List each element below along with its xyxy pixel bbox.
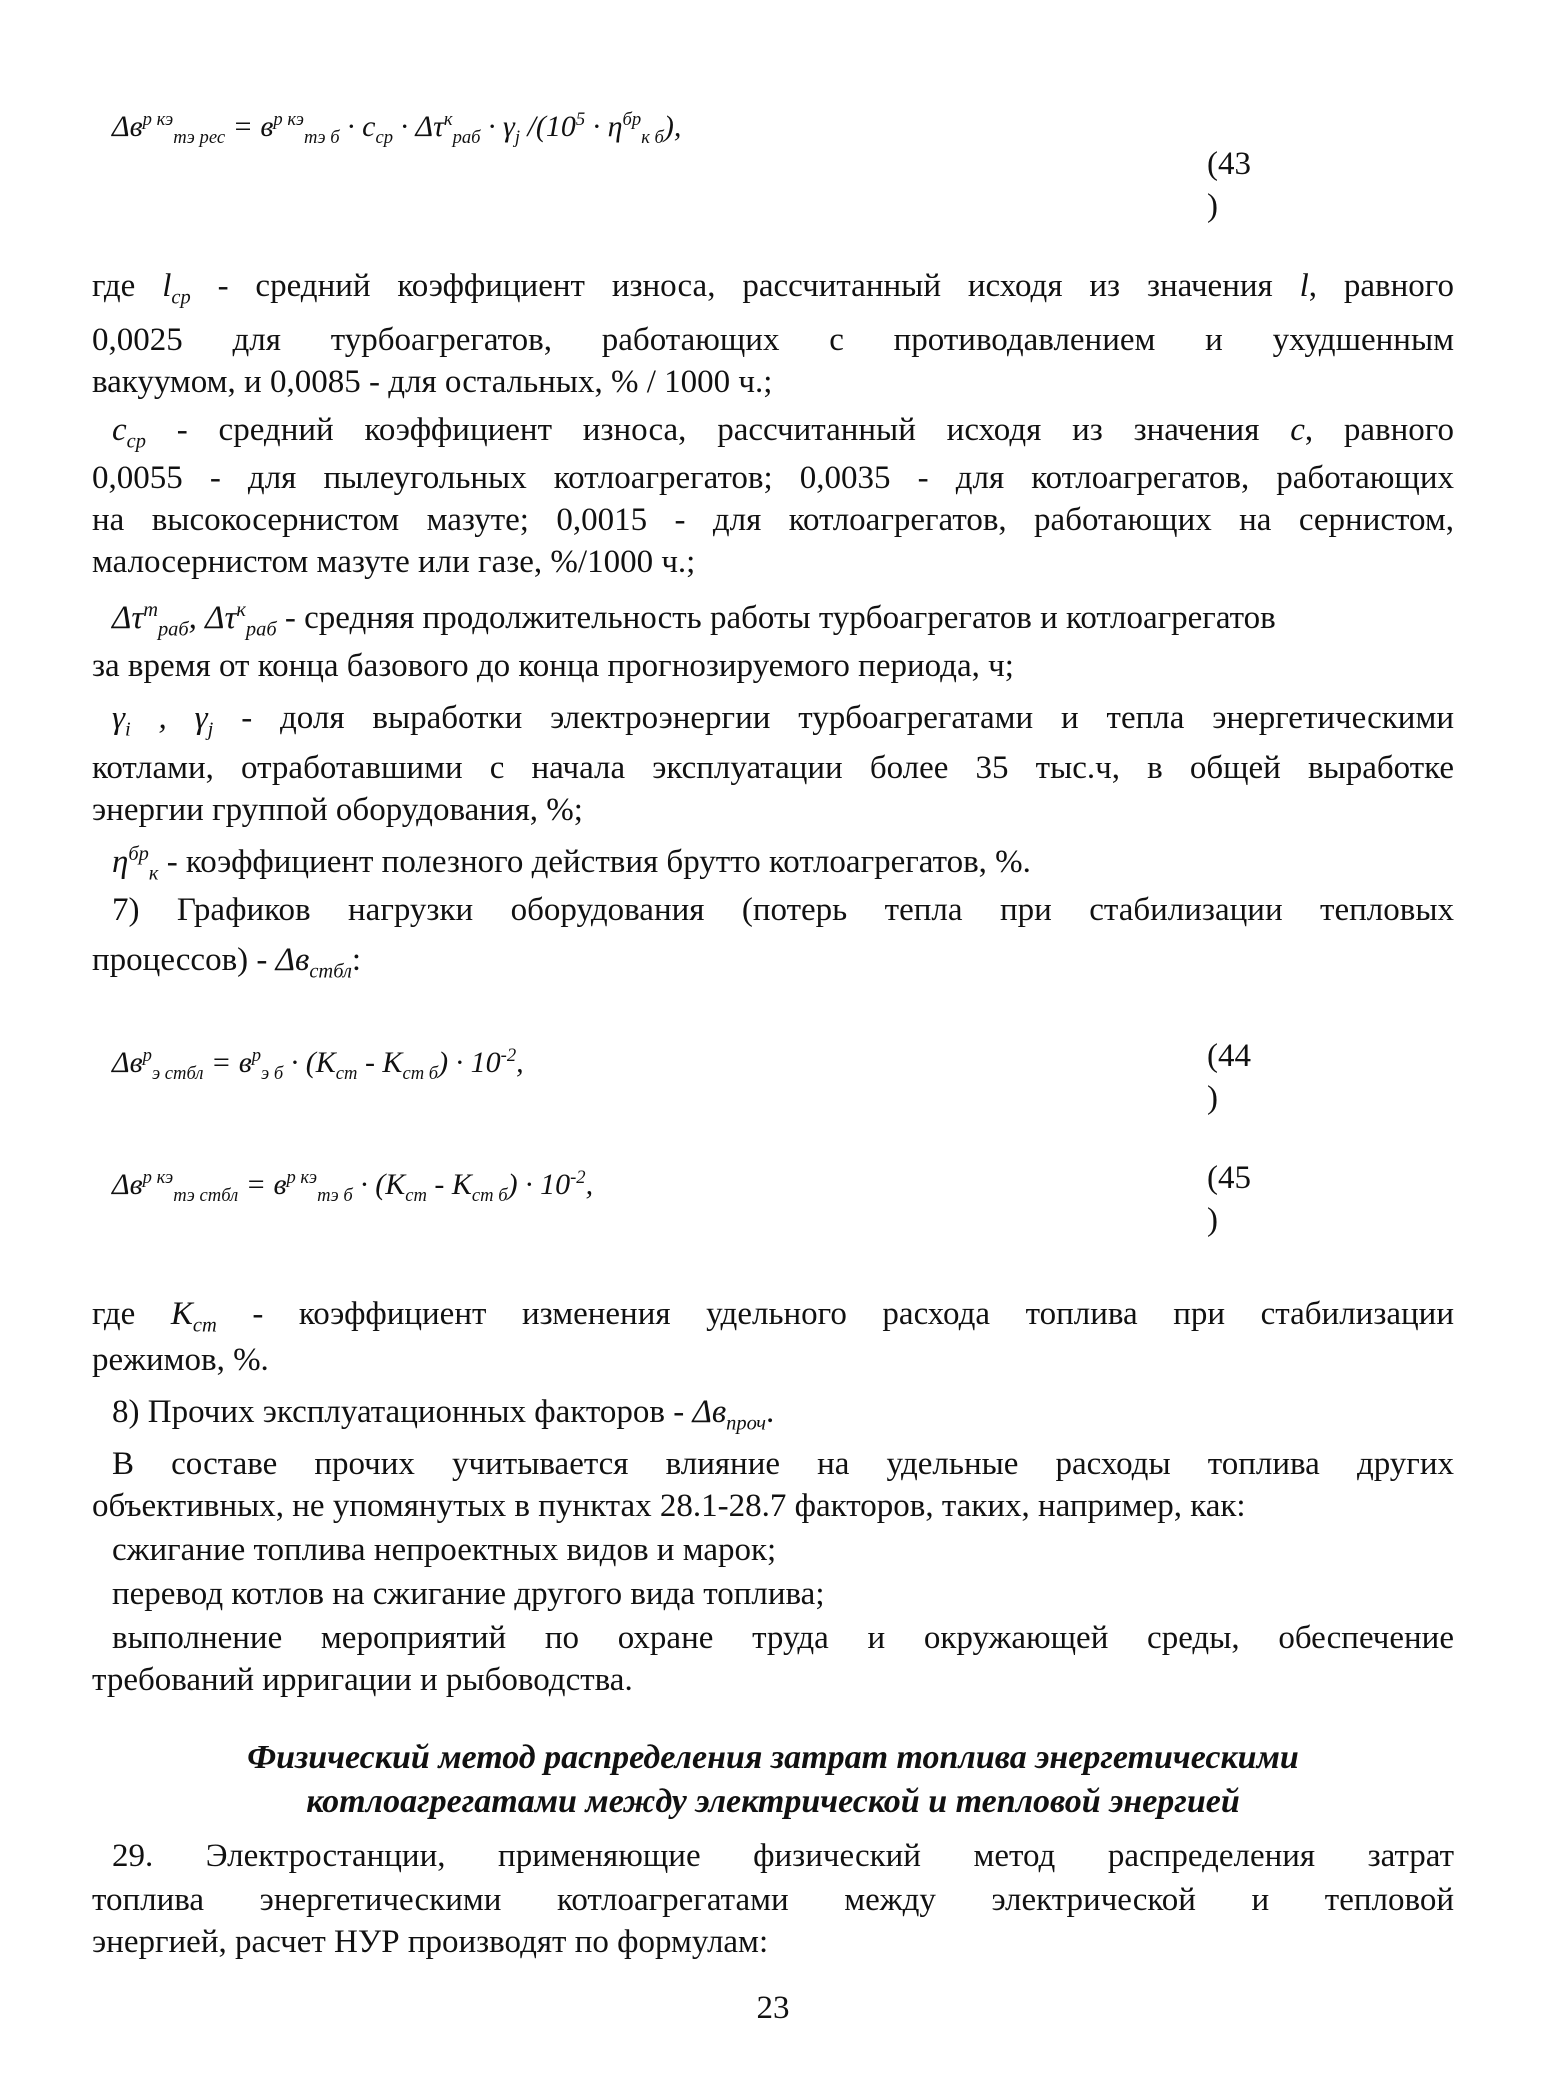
paragraph-29-line-2: топлива энергетическими котлоагрегатами между электрической и тепловой bbox=[92, 1882, 1454, 1918]
formula-43-number-close: ) bbox=[1207, 188, 1218, 224]
paragraph-delta-tau-line-1: $\Delta\tau^т_{раб}$, $\Delta\tau^к_{раб}$ - средняя продолжительность работы турбоагрегатов и котлоагрегатов bbox=[112, 599, 1276, 641]
formula-45: $\Delta в^{р кэ}_{тэ стбл} = в^{р кэ}_{тэ б} \cdot (K_{ст} - K_{ст б}) \cdot 10^{-2}$, bbox=[112, 1167, 594, 1206]
other-factors-line-2: объективных, не упомянутых в пунктах 28.1-28.7 факторов, таких, например, как: bbox=[92, 1488, 1246, 1524]
other-factors-item-3-line-1: выполнение мероприятий по охране труда и окружающей среды, обеспечение bbox=[112, 1620, 1454, 1656]
paragraph-c-cp-line-1: $c_{ср}$ - средний коэффициент износа, рассчитанный исходя из значения c, равного bbox=[112, 412, 1454, 453]
paragraph-l-cp-line-1: где $l_{ср}$ - средний коэффициент износа, рассчитанный исходя из значения l, равного bbox=[92, 268, 1454, 309]
formula-44-number-close: ) bbox=[1207, 1080, 1218, 1116]
formula-43: $\Delta в^{р кэ}_{тэ рес} = в^{р кэ}_{тэ б} \cdot c_{ср} \cdot \Delta\tau^к_{раб} \cdot \gamma_j$ $/(10^5 \cdot \eta^{бр}_{к б})$, bbox=[112, 109, 682, 148]
section-heading-line-1: Физический метод распределения затрат топлива энергетическими bbox=[247, 1739, 1299, 1776]
other-factors-item-2: перевод котлов на сжигание другого вида топлива; bbox=[112, 1576, 825, 1612]
paragraph-k-st-line-1: где $K_{ст}$ - коэффициент изменения удельного расхода топлива при стабилизации bbox=[92, 1296, 1454, 1337]
paragraph-l-cp-line-2: 0,0025 для турбоагрегатов, работающих с противодавлением и ухудшенным bbox=[92, 322, 1454, 358]
paragraph-c-cp-line-2: 0,0055 - для пылеугольных котлоагрегатов; 0,0035 - для котлоагрегатов, работающих bbox=[92, 460, 1454, 496]
item-7-line-2: процессов) - $\Delta в_{стбл}$: bbox=[92, 942, 362, 983]
paragraph-c-cp-line-4: малосернистом мазуте или газе, %/1000 ч.; bbox=[92, 544, 696, 580]
formula-44-number: (44 bbox=[1207, 1038, 1251, 1074]
paragraph-29-line-3: энергией, расчет НУР производят по формулам: bbox=[92, 1924, 769, 1960]
paragraph-29-line-1: 29. Электростанции, применяющие физический метод распределения затрат bbox=[112, 1838, 1454, 1874]
paragraph-gamma-line-1: $\gamma_i$ , $\gamma_j$ - доля выработки электроэнергии турбоагрегатами и тепла энергетическими bbox=[112, 700, 1454, 741]
formula-45-number: (45 bbox=[1207, 1160, 1251, 1196]
paragraph-l-cp-line-3: вакуумом, и 0,0085 - для остальных, % / 1000 ч.; bbox=[92, 364, 773, 400]
paragraph-gamma-line-2: котлами, отработавшими с начала эксплуатации более 35 тыс.ч, в общей выработке bbox=[92, 750, 1454, 786]
formula-44: $\Delta в^р_{э стбл} = в^р_{э б} \cdot (K_{ст} - K_{ст б}) \cdot 10^{-2}$, bbox=[112, 1045, 524, 1084]
paragraph-k-st-line-2: режимов, %. bbox=[92, 1342, 269, 1378]
other-factors-item-1: сжигание топлива непроектных видов и марок; bbox=[112, 1532, 777, 1568]
other-factors-item-3-line-2: требований ирригации и рыбоводства. bbox=[92, 1662, 633, 1698]
paragraph-eta-line-1: $\eta^{бр}_к$ - коэффициент полезного действия брутто котлоагрегатов, %. bbox=[112, 843, 1031, 885]
paragraph-delta-tau-line-2: за время от конца базового до конца прогнозируемого периода, ч; bbox=[92, 648, 1014, 684]
item-8-line-1: 8) Прочих эксплуатационных факторов - $\Delta в_{проч}$. bbox=[112, 1394, 775, 1435]
formula-45-number-close: ) bbox=[1207, 1202, 1218, 1238]
item-7-line-1: 7) Графиков нагрузки оборудования (потерь тепла при стабилизации тепловых bbox=[112, 892, 1454, 928]
other-factors-line-1: В составе прочих учитывается влияние на удельные расходы топлива других bbox=[112, 1446, 1454, 1482]
formula-43-number: (43 bbox=[1207, 146, 1251, 182]
paragraph-c-cp-line-3: на высокосернистом мазуте; 0,0015 - для котлоагрегатов, работающих на сернистом, bbox=[92, 502, 1454, 538]
page-number: 23 bbox=[756, 1990, 790, 2026]
paragraph-gamma-line-3: энергии группой оборудования, %; bbox=[92, 792, 583, 828]
section-heading-line-2: котлоагрегатами между электрической и тепловой энергией bbox=[306, 1783, 1240, 1820]
